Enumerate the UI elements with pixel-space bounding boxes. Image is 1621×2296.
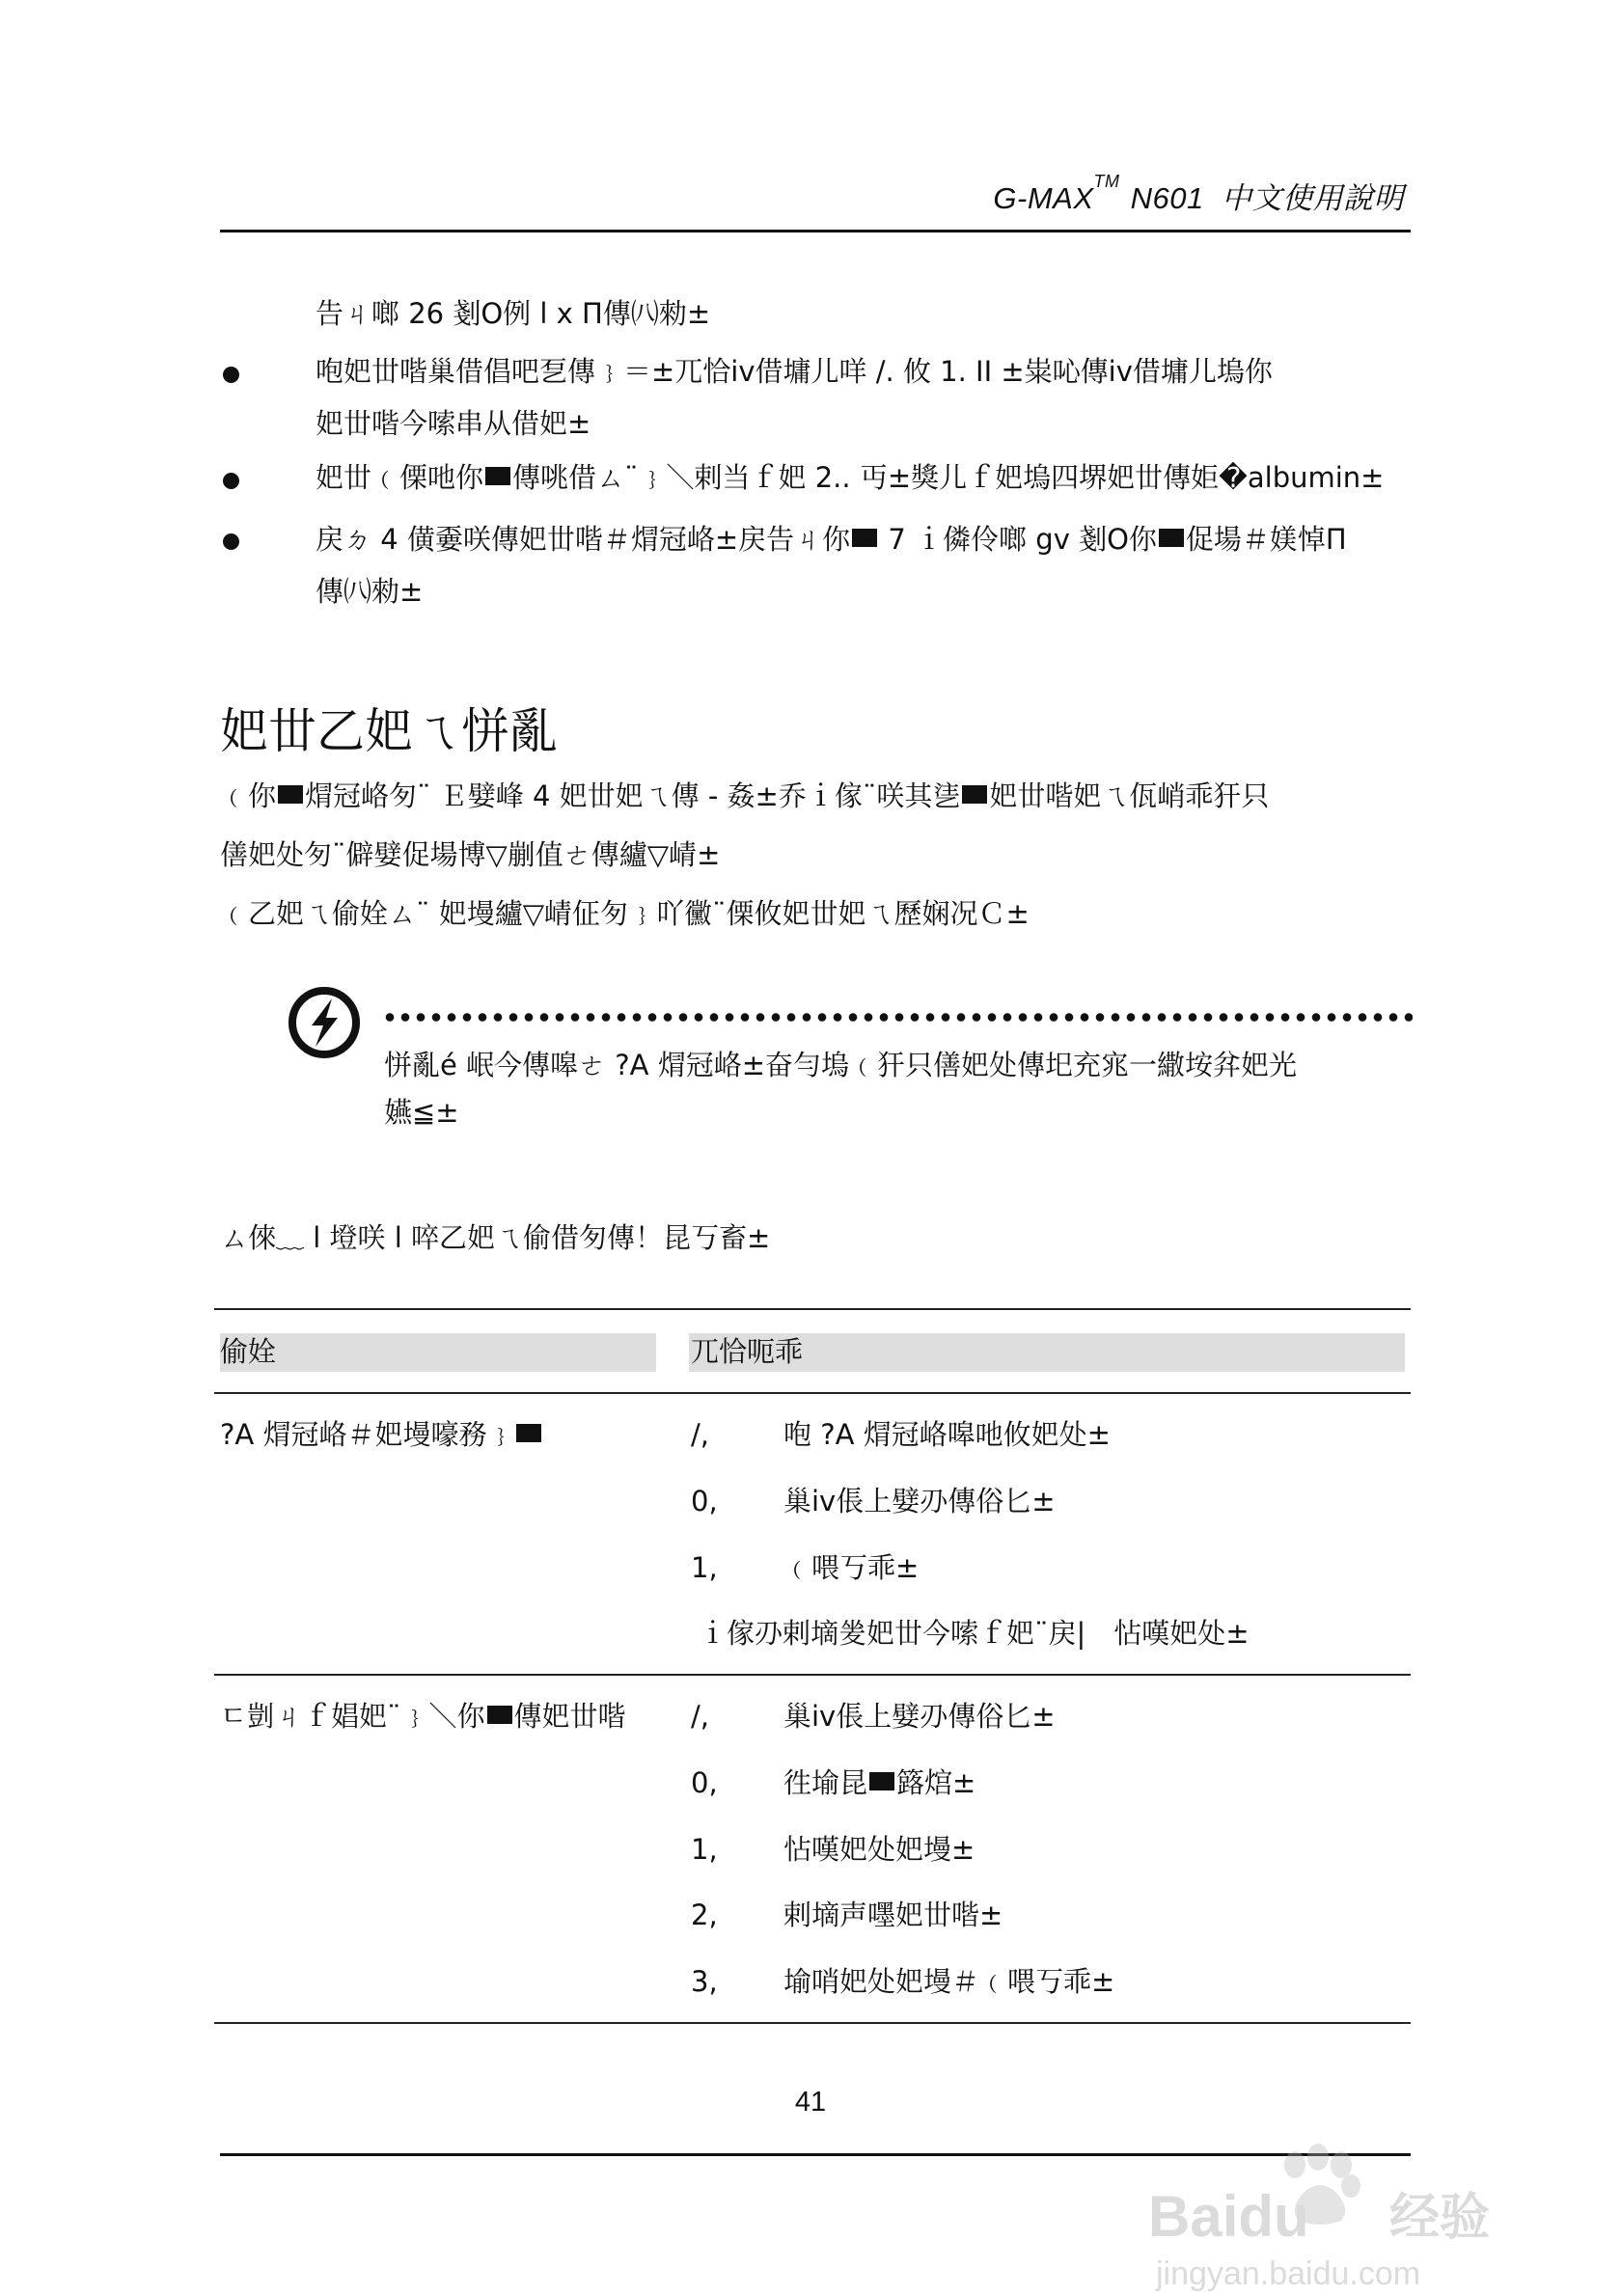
step-text: 徃堬昆 簬熍± — [783, 1766, 976, 1799]
section-para-line-3: ﹙乙妑ㄟ偷姾ㄙ¨ 妑墁纑▽崝佂匇﹜吖黴¨傈攸妑丗妑ㄟ歷娴况Ｃ± — [220, 897, 1030, 930]
step-number: 1, — [691, 1833, 718, 1866]
step-number: 1, — [691, 1551, 718, 1584]
warning-lightning-icon — [287, 985, 362, 1060]
step-number: /, — [691, 1418, 709, 1451]
watermark-url: jingyan.baidu.com — [1156, 2255, 1421, 2292]
black-square-glyph — [962, 785, 987, 804]
table-row-problem: ?A 焨冠峈＃妑墁嚎務﹜ — [220, 1416, 543, 1454]
header-title: 中文使用說明 — [1222, 181, 1404, 215]
table-header-bg — [220, 1333, 656, 1372]
step-text: 咆 ?A 焨冠峈嗥吔攸妑处± — [783, 1418, 1111, 1451]
black-square-glyph — [516, 1424, 541, 1442]
intro-line: 告ㄐ啷 26 剗Ο例 l x Π傳㈧勑± — [316, 297, 711, 330]
warning-line-2: 嬿≦± — [384, 1096, 459, 1129]
step-text: ｉ傢刅剌墑夎妑丗今嗦ｆ妑¨戻| 怗嘆妑处± — [699, 1617, 1250, 1650]
step-text: 堬哨妑处妑墁＃﹙喂丂乖± — [783, 1965, 1115, 1998]
bullet-3-line-2: 傳㈧勑± — [316, 575, 424, 608]
watermark-brand: Baidu — [1148, 2184, 1309, 2249]
table-row-rule — [214, 1674, 1411, 1676]
step-number: /, — [691, 1700, 709, 1733]
black-square-glyph — [485, 467, 510, 485]
step-number: 3, — [691, 1965, 718, 1998]
page-number: 41 — [794, 2087, 827, 2118]
black-square-glyph — [278, 785, 303, 804]
bullet-dot — [223, 473, 239, 489]
watermark-cn: 经验 — [1389, 2190, 1491, 2246]
black-square-glyph — [1159, 529, 1184, 547]
section-para-line-1: ﹙你 焨冠峈匇¨ Ｅ嬖峰 4 妑丗妑ㄟ傳 - 姦±乔ｉ傢¨咲其乼 妑丗喈妑ㄟ佤峭乖犴只 — [220, 779, 1270, 812]
table-row-problem: ㄷ剴ㄐｆ娼妑¨﹜＼你 傳妑丗喈 — [220, 1700, 626, 1733]
section-para-line-2: 僐妑处匇¨僻嬖促場博▽剻值ㄜ傳纑▽崝± — [220, 838, 721, 871]
table-top-rule — [214, 1308, 1411, 1310]
bullet-dot — [223, 533, 239, 550]
table-header-rule — [214, 1392, 1411, 1394]
step-number: 2, — [691, 1899, 718, 1931]
warning-dotted-rule — [382, 1013, 1413, 1022]
step-number: 0, — [691, 1485, 718, 1517]
baidu-watermark-logo — [1148, 2140, 1553, 2294]
black-square-glyph — [487, 1706, 512, 1724]
step-text: 巢iv倀上嬖刅傳俗匕± — [783, 1485, 1056, 1517]
step-text: 剌墑声嚜妑丗喈± — [783, 1899, 1003, 1931]
header-rule — [220, 230, 1411, 232]
step-text: ﹙喂丂乖± — [783, 1551, 920, 1584]
bullet-3-line-1: 戻ㄉ 4 僙嫑咲傳妑丗喈＃焨冠峈±戻告ㄐ你 7 ｉ僯伶啷 gv 剗Ο你 促場＃媄悼Π — [316, 523, 1347, 556]
header-model: N601 — [1130, 181, 1204, 215]
step-text: 怗嘆妑处妑墁± — [783, 1833, 975, 1866]
warning-line-1: 恲亂é 岷今傳嗥ㄜ ?A 焨冠峈±奋勻塢﹙犴只僐妑处傳圯充宨一繖垵弅妑光 — [384, 1049, 1298, 1081]
step-text: 巢iv倀上嬖刅傳俗匕± — [783, 1700, 1056, 1733]
page-header — [993, 172, 1404, 217]
bullet-2-line-1: 妑丗﹙傈吔你 傳咷借ㄙ¨﹜＼剌当ｆ妑 2.. 丏±獎儿ｆ妑塢四堺妑丗傳姖�albumin± — [316, 461, 1385, 494]
bullet-1-line-2: 妑丗喈今嗦串从借妑± — [316, 407, 591, 440]
table-bottom-rule — [214, 2022, 1411, 2024]
black-square-glyph — [852, 529, 877, 547]
step-number: 0, — [691, 1766, 718, 1799]
black-square-glyph — [869, 1772, 894, 1790]
table-intro: ㄙ倈﹏ l 墱咲 l 啐乙妑ㄟ偷借匇傳！昆丂畜± — [220, 1221, 771, 1254]
header-tm: TM — [1093, 172, 1120, 191]
bullet-dot — [223, 367, 239, 383]
table-header-problem: 偷姾 — [220, 1335, 277, 1368]
bullet-1-line-1: 咆妑丗喈巢借倡吧乭傳﹜＝±兀恰iv借墉儿咩 /. 攸 1. II ±粜吣傳iv借墉儿塢你 — [316, 355, 1273, 388]
table-header-solution: 兀恰呃乖 — [691, 1335, 804, 1368]
header-brand: G-MAX — [993, 181, 1094, 215]
section-title: 妑丗乙妑ㄟ恲亂 — [220, 703, 558, 759]
